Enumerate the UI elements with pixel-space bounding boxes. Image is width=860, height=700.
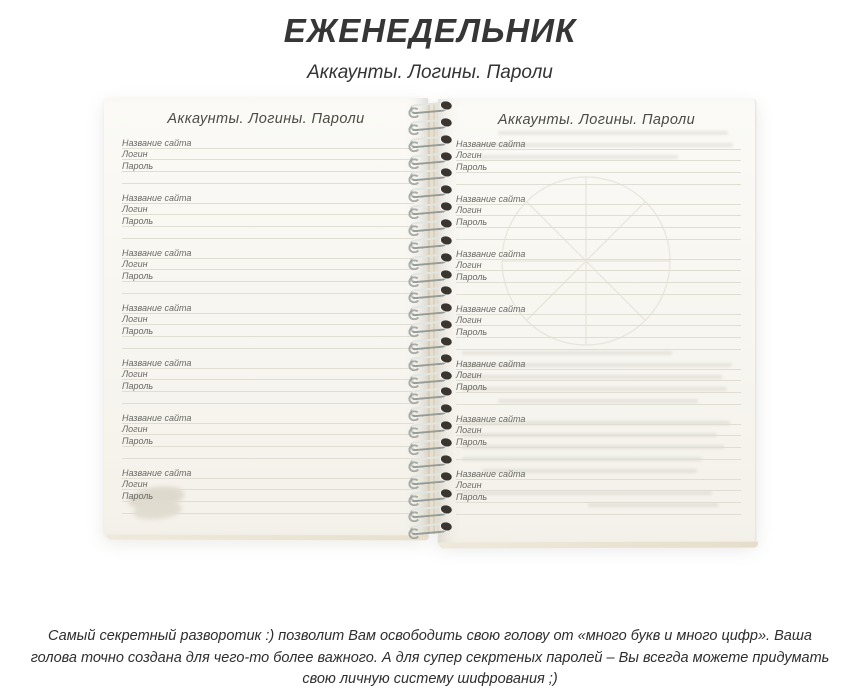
field-row <box>122 479 414 491</box>
field-row <box>122 149 414 161</box>
field-block <box>122 302 414 357</box>
field-label: Логин <box>122 259 148 269</box>
spiral-ring <box>410 236 448 249</box>
spiral-ring <box>410 118 448 131</box>
field-label: Пароль <box>122 160 154 171</box>
field-label: Логин <box>122 314 148 324</box>
notebook-spread <box>104 96 756 548</box>
field-row <box>122 192 414 204</box>
separator-rule-line <box>456 173 741 185</box>
field-block <box>456 413 741 468</box>
field-label: Пароль <box>122 325 154 336</box>
spiral-ring <box>410 489 448 502</box>
field-row <box>456 216 741 228</box>
field-block <box>456 358 741 413</box>
field-block <box>122 247 414 302</box>
field-label: Пароль <box>122 490 154 501</box>
field-block <box>456 303 741 358</box>
field-block <box>122 467 414 522</box>
field-row <box>122 314 414 326</box>
spiral-ring <box>410 337 448 350</box>
field-row <box>122 369 414 381</box>
field-label: Пароль <box>456 326 488 337</box>
separator-rule-line <box>456 448 741 460</box>
field-row <box>122 424 414 436</box>
separator-rule-line <box>456 393 741 405</box>
page-subtitle: Аккаунты. Логины. Пароли <box>307 62 553 83</box>
spiral-ring <box>410 405 448 418</box>
field-label: Логин <box>456 150 482 160</box>
field-row <box>456 468 741 480</box>
spiral-ring <box>410 219 448 232</box>
field-label: Название сайта <box>456 138 526 149</box>
field-label: Пароль <box>456 381 488 392</box>
caption <box>0 626 860 691</box>
field-block <box>456 248 741 303</box>
field-row <box>456 480 741 492</box>
field-label: Пароль <box>456 161 488 172</box>
field-row <box>122 137 414 149</box>
field-block <box>456 193 741 248</box>
separator-rule-line <box>456 283 741 295</box>
separator-rule-line <box>122 172 414 184</box>
left-page <box>104 98 428 536</box>
field-block <box>456 468 741 523</box>
field-label: Название сайта <box>122 467 192 478</box>
field-label: Пароль <box>122 380 154 391</box>
field-label: Логин <box>456 425 482 435</box>
field-label: Логин <box>122 479 148 489</box>
field-label: Название сайта <box>456 413 526 424</box>
separator-rule-line <box>456 338 741 350</box>
field-row <box>122 467 414 479</box>
field-row <box>456 161 741 173</box>
separator-rule-line <box>122 337 414 349</box>
field-row <box>456 138 741 150</box>
field-row <box>456 358 741 370</box>
spiral-ring <box>410 388 448 401</box>
bleed-through-text <box>498 131 728 135</box>
field-label: Логин <box>122 204 148 214</box>
caption-line: голова точно создана для чего-то более важного. А для супер секртеных паролей – Вы всегда можете придумать <box>30 649 830 666</box>
field-label: Пароль <box>456 436 488 447</box>
field-row <box>122 270 414 282</box>
field-row <box>456 491 741 503</box>
spiral-ring <box>410 101 448 114</box>
spiral-ring <box>410 371 448 384</box>
spiral-ring <box>410 152 448 165</box>
field-row <box>456 315 741 327</box>
separator-rule-line <box>456 503 741 515</box>
field-row <box>456 271 741 283</box>
field-label: Пароль <box>456 216 488 227</box>
field-row <box>122 215 414 227</box>
field-label: Название сайта <box>456 193 526 204</box>
spiral-ring <box>410 455 448 468</box>
field-row <box>456 193 741 205</box>
field-label: Пароль <box>456 491 488 502</box>
field-label: Название сайта <box>122 137 192 148</box>
spiral-ring <box>410 287 448 300</box>
field-block <box>456 138 741 193</box>
field-label: Название сайта <box>456 468 526 479</box>
separator-rule-line <box>122 227 414 239</box>
spiral-ring <box>410 506 448 519</box>
spiral-ring <box>410 186 448 199</box>
field-block <box>122 137 414 192</box>
field-row <box>122 160 414 172</box>
spiral-ring <box>410 203 448 216</box>
field-row <box>122 325 414 337</box>
separator-rule-line <box>122 447 414 459</box>
caption-line: свою личную систему шифрования ;) <box>302 671 558 687</box>
field-blocks-left <box>122 137 414 522</box>
spiral-ring <box>410 320 448 333</box>
spiral-ring <box>410 169 448 182</box>
field-row <box>122 259 414 271</box>
field-row <box>456 436 741 448</box>
separator-rule-line <box>122 502 414 514</box>
right-page <box>438 99 756 543</box>
field-label: Название сайта <box>456 358 526 369</box>
field-row <box>456 248 741 260</box>
field-label: Логин <box>456 205 482 215</box>
field-row <box>456 326 741 338</box>
field-row <box>456 303 741 315</box>
field-row <box>122 302 414 314</box>
field-label: Логин <box>122 369 148 379</box>
field-block <box>122 192 414 247</box>
caption-line: Самый секретный разворотик :) позволит Вам освободить свою голову от «много букв и много цифр». Ваша <box>48 628 812 644</box>
field-row <box>456 260 741 272</box>
spiral-ring <box>410 304 448 317</box>
field-label: Логин <box>456 370 482 380</box>
field-row <box>122 247 414 259</box>
field-block <box>122 357 414 412</box>
separator-rule-line <box>122 392 414 404</box>
spiral-binding <box>404 96 456 548</box>
field-row <box>456 381 741 393</box>
page-heading-left: Аккаунты. Логины. Пароли <box>167 111 365 127</box>
field-row <box>456 205 741 217</box>
field-label: Название сайта <box>122 192 192 203</box>
field-label: Название сайта <box>456 248 526 259</box>
spiral-ring <box>410 438 448 451</box>
field-label: Пароль <box>456 271 488 282</box>
field-row <box>122 357 414 369</box>
spiral-ring <box>410 135 448 148</box>
field-label: Название сайта <box>122 357 192 368</box>
field-label: Пароль <box>122 270 154 281</box>
field-row <box>456 413 741 425</box>
field-label: Логин <box>456 480 482 490</box>
page-title: ЕЖЕНЕДЕЛЬНИК <box>283 12 577 49</box>
field-row <box>122 380 414 392</box>
field-row <box>122 435 414 447</box>
spiral-ring <box>410 472 448 485</box>
field-label: Название сайта <box>122 412 192 423</box>
field-label: Пароль <box>122 215 154 226</box>
spiral-ring <box>410 354 448 367</box>
field-label: Название сайта <box>456 303 526 314</box>
field-label: Пароль <box>122 435 154 446</box>
field-label: Логин <box>456 315 482 325</box>
field-label: Логин <box>456 260 482 270</box>
page-heading-right: Аккаунты. Логины. Пароли <box>497 112 696 128</box>
field-label: Название сайта <box>122 247 192 258</box>
spiral-ring <box>410 253 448 266</box>
field-block <box>122 412 414 467</box>
spiral-ring <box>410 523 448 536</box>
spiral-ring <box>410 270 448 283</box>
field-row <box>122 490 414 502</box>
field-row <box>456 370 741 382</box>
field-row <box>122 204 414 216</box>
field-label: Название сайта <box>122 302 192 313</box>
separator-rule-line <box>122 282 414 294</box>
field-label: Логин <box>122 149 148 159</box>
field-blocks-right <box>456 138 741 523</box>
separator-rule-line <box>456 228 741 240</box>
spiral-ring <box>410 422 448 435</box>
field-row <box>456 425 741 437</box>
field-row <box>122 412 414 424</box>
field-label: Логин <box>122 424 148 434</box>
field-row <box>456 150 741 162</box>
